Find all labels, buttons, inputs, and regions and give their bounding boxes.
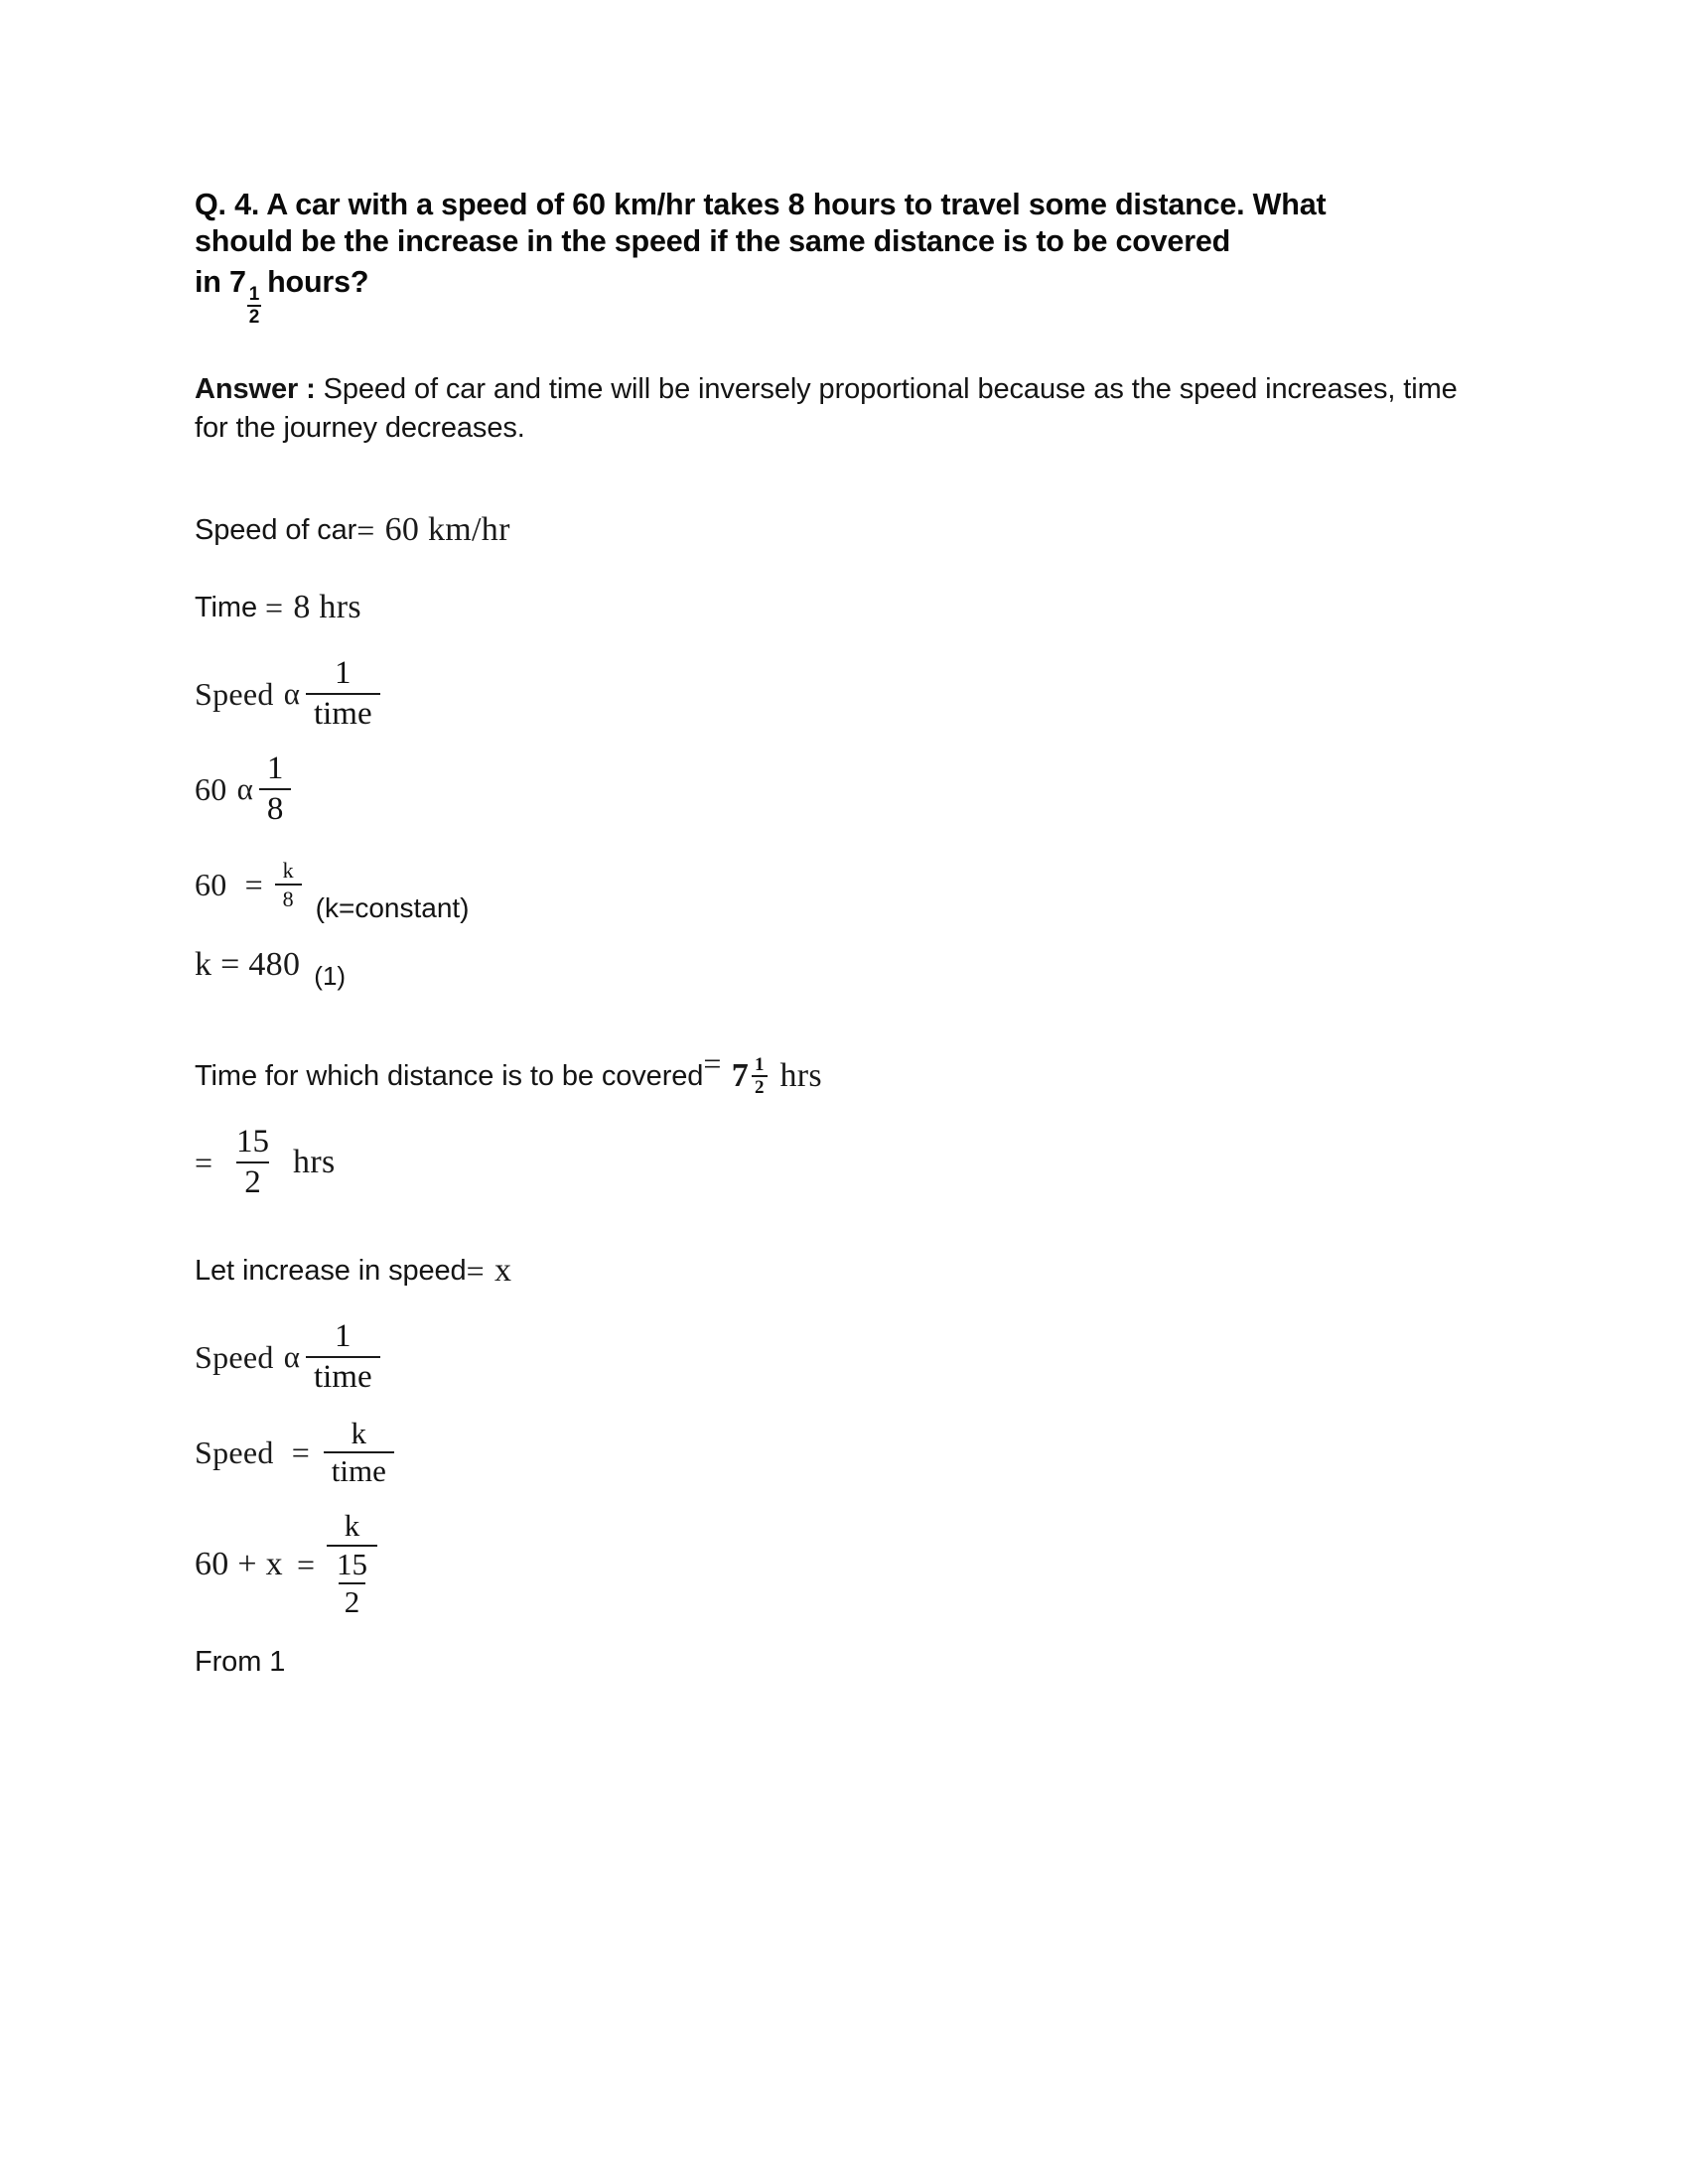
fraction-one-over-eight	[259, 751, 292, 826]
nested-outer-denominator	[327, 1545, 377, 1619]
spacer-after-answer	[195, 448, 1476, 491]
fraction-denominator: time	[306, 693, 380, 732]
from-1-text: From 1	[195, 1645, 286, 1678]
time-for-distance-label: Time for which distance is to be covered	[195, 1059, 704, 1092]
time-for-distance-whole: 7	[731, 1057, 749, 1095]
fraction-numerator: 1	[335, 1318, 352, 1355]
k-constant-note: (k=constant)	[315, 892, 470, 924]
step-sixty-proportional-one-eighth	[195, 742, 1476, 837]
nested-fraction-k-over-fifteen-halves	[327, 1510, 377, 1619]
fraction-denominator: time	[324, 1451, 394, 1488]
time-label: Time	[195, 591, 257, 623]
question-line-3	[195, 264, 1476, 327]
step-sixty-plus-x-equals-nested	[195, 1500, 1476, 1629]
sixty-label: 60	[195, 770, 227, 807]
equals-sign-3: =	[291, 1433, 310, 1470]
answer-lead-label: Answer :	[195, 373, 316, 406]
fraction-denominator: 8	[275, 884, 302, 910]
fraction-k-over-eight	[275, 859, 302, 910]
fraction-one-over-time-2	[306, 1319, 380, 1394]
spacer-after-question	[195, 327, 1476, 370]
speed-prop-label-2: Speed	[195, 1338, 274, 1375]
fraction-numerator: 1	[266, 751, 284, 787]
question-fraction-denominator: 2	[248, 307, 260, 329]
question-block	[195, 187, 1476, 327]
fraction-numerator: 1	[335, 655, 352, 692]
spacer-mid-2	[195, 1210, 1476, 1232]
nested-inner-denominator: 2	[339, 1582, 366, 1619]
question-fraction-numerator: 1	[248, 284, 260, 306]
fraction-numerator: k	[282, 858, 294, 883]
speed-of-car-value: 60 km/hr	[384, 511, 510, 549]
spacer-mid	[195, 998, 1476, 1037]
speed-of-car-label: Speed of car	[195, 513, 357, 546]
page-content	[195, 187, 1476, 1695]
sixty-label-2: 60	[195, 866, 227, 902]
let-increase-equals: =	[466, 1252, 485, 1289]
answer-paragraph	[195, 370, 1476, 448]
step-speed-proportional-inverse-time-1	[195, 646, 1476, 742]
nested-inner-numerator: 15	[337, 1546, 368, 1581]
sixty-plus-x-label: 60 + x	[195, 1546, 283, 1583]
step-speed-of-car	[195, 491, 1476, 569]
equals-sign-2: =	[195, 1144, 213, 1180]
proportional-symbol-1: α	[283, 676, 300, 712]
fraction-numerator: 1	[755, 1054, 765, 1076]
step-let-increase-in-speed	[195, 1232, 1476, 1309]
fraction-denominator: 2	[236, 1161, 269, 1200]
step-time	[195, 569, 1476, 646]
time-improper-unit: hrs	[293, 1144, 336, 1181]
fraction-numerator: 15	[236, 1124, 270, 1160]
k-equals-480-expression: k = 480	[195, 946, 301, 984]
time-equals: =	[264, 589, 284, 625]
answer-body-text: Speed of car and time will be inversely proportional because as the speed increases, time for the journey decreases.	[195, 373, 1458, 445]
fraction-k-over-time	[324, 1415, 394, 1489]
speed-prop-label-1: Speed	[195, 675, 274, 712]
speed-of-car-equals: =	[356, 511, 375, 548]
question-line-2: should be the increase in the speed if the same distance is to be covered	[195, 224, 1231, 259]
nested-outer-numerator: k	[344, 1508, 360, 1544]
step-speed-proportional-inverse-time-2	[195, 1309, 1476, 1405]
equals-sign-4: =	[296, 1546, 316, 1582]
step-sixty-equals-k-over-eight	[195, 837, 1476, 932]
let-increase-value: x	[493, 1252, 512, 1290]
fraction-denominator: time	[306, 1356, 380, 1395]
step-from-1	[195, 1629, 1476, 1695]
fraction-numerator: k	[351, 1415, 367, 1450]
step-time-improper-fraction	[195, 1115, 1476, 1210]
proportional-symbol-3: α	[283, 1339, 300, 1375]
step-k-equals-480	[195, 932, 1476, 998]
proportional-symbol-2: α	[236, 771, 253, 807]
fraction-denominator: 8	[259, 788, 292, 827]
step-speed-equals-k-over-time	[195, 1405, 1476, 1500]
time-for-distance-unit: hrs	[779, 1057, 822, 1095]
question-mixed-fraction	[247, 285, 261, 327]
time-for-distance-equals: =	[703, 1045, 722, 1082]
fraction-fifteen-over-two	[228, 1125, 277, 1199]
question-line-3-suffix: hours?	[267, 265, 369, 300]
equals-sign: =	[244, 866, 263, 902]
time-value: 8 hrs	[293, 589, 361, 626]
equation-reference-1: (1)	[314, 961, 347, 992]
question-line-1: Q. 4. A car with a speed of 60 km/hr takes 8 hours to travel some distance. What	[195, 188, 1327, 221]
step-time-for-distance	[195, 1037, 1476, 1115]
fraction-one-over-time-1	[306, 656, 380, 731]
fraction-denominator: 2	[752, 1075, 768, 1097]
question-line-3-prefix: in 7	[195, 265, 246, 300]
time-for-distance-mixed-fraction	[752, 1055, 768, 1097]
speed-label-3: Speed	[195, 1433, 274, 1470]
let-increase-label: Let increase in speed	[195, 1254, 467, 1287]
